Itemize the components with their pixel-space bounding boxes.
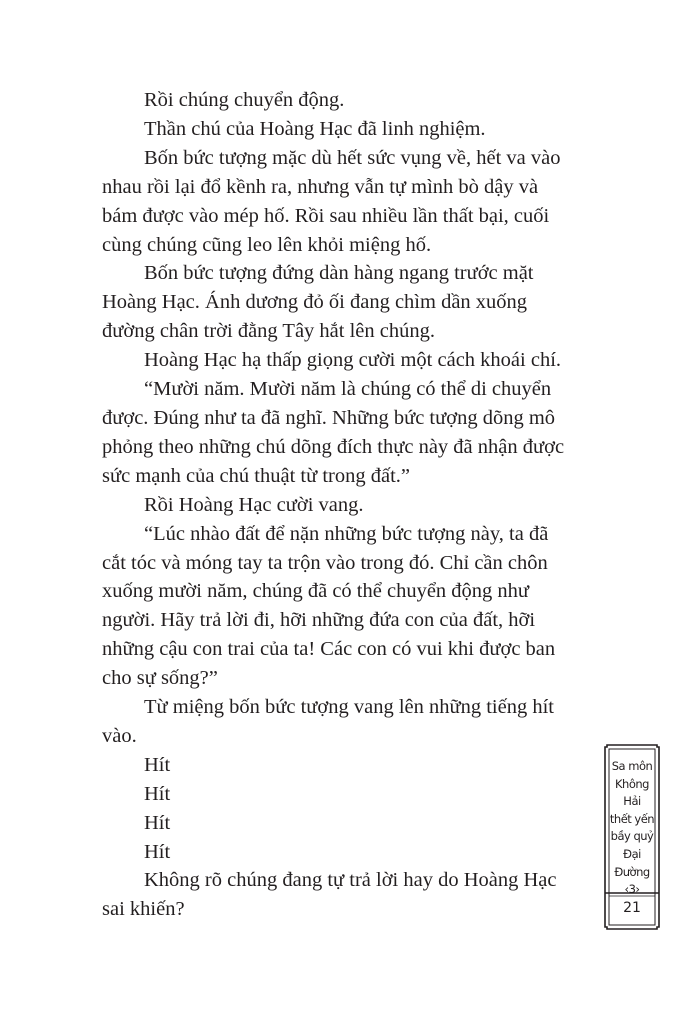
paragraph: Hoàng Hạc hạ thấp giọng cười một cách khoái chí. [144,349,562,372]
body-text [102,86,588,924]
paragraph: Bốn bức tượng đứng dàn hàng ngang trước mặt Hoàng Hạc. Ánh dương đỏ ối đang chìm dần xuống đường chân trời đằng Tây hắt lên chúng. [102,262,534,343]
paragraph: Thần chú của Hoàng Hạc đã linh nghiệm. [144,117,486,140]
series-title: Sa môn Không Hải thết yến bầy quỷ Đại Đường ‹3› [609,759,655,897]
page-number: 21 [623,900,641,916]
paragraph: Hít [144,753,171,776]
paragraph: Hít [144,840,171,863]
paragraph: Hít [144,811,171,834]
paragraph: Bốn bức tượng mặc dù hết sức vụng về, hết va vào nhau rồi lại đổ kềnh ra, nhưng vẫn tự mình bò dậy và bám được vào mép hố. Rồi sau nhiều lần thất bại, cuối cùng chúng cũng leo lên khỏi miệng hố. [102,146,561,256]
paragraph: “Lúc nhào đất để nặn những bức tượng này, ta đã cắt tóc và móng tay ta trộn vào trong đó. Chỉ cần chôn xuống mười năm, chúng đã có thể chuyển động như người. Hãy trả lời đi, hỡi những đứa con của đất, hỡi những cậu con trai của ta! Các con có vui khi được ban cho sự sống?” [102,522,556,690]
paragraph: Không rõ chúng đang tự trả lời hay do Hoàng Hạc sai khiến? [102,869,557,921]
paragraph: Hít [144,782,171,805]
series-side-tab [604,744,660,930]
paragraph: Từ miệng bốn bức tượng vang lên những tiếng hít vào. [102,696,554,747]
paragraph: Rồi Hoàng Hạc cười vang. [144,493,364,516]
paragraph: Rồi chúng chuyển động. [144,89,345,111]
paragraph: “Mười năm. Mười năm là chúng có thể di chuyển được. Đúng như ta đã nghĩ. Những bức tượng dõng mô phỏng theo những chú dõng đích thực này đã nhận được sức mạnh của chú thuật từ trong đất.” [102,378,565,487]
